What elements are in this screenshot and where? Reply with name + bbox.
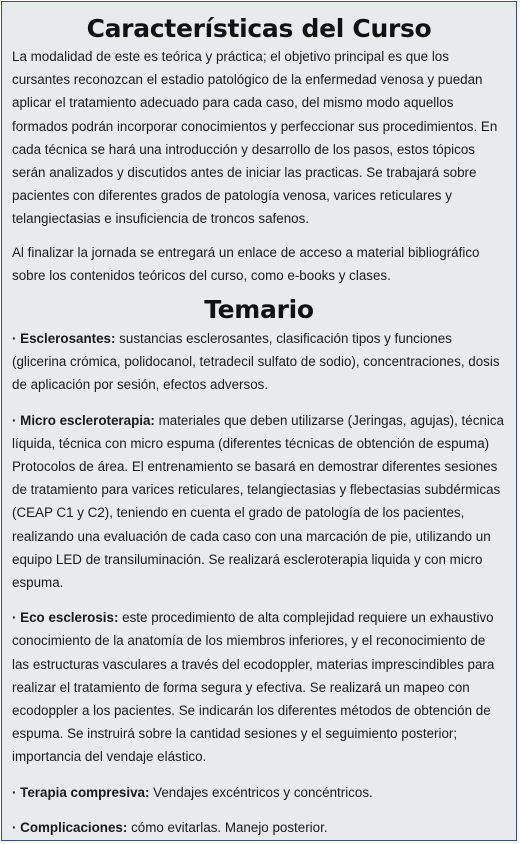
syllabus-item-eco-esclerosis <box>12 606 506 768</box>
syllabus-item-esclerosantes <box>12 327 506 397</box>
syllabus-item-text: materiales que deben utilizarse (Jeringas, agujas), técnica líquida, técnica con micro espuma (diferentes técnicas de obtención de espuma) Protocolos de área. El entrenamiento se basará en demostrar diferentes sesiones de tratamiento para varices reticulares, telangiectasias y flebectasias subdérmicas (CEAP C1 y C2), teniendo en cuenta el grado de patología de los pacientes, realizando una evaluación de cada caso con una marcación de pie, utilizando un equipo LED de transiluminación. Se realizará escleroterapia liquida y con micro espuma. <box>12 412 504 591</box>
syllabus-item-label: · Eco esclerosis: <box>12 610 119 626</box>
course-materials-paragraph: Al finalizar la jornada se entregará un enlace de acceso a material bibliográfico sobre los contenidos teóricos del curso, como e-books y clases. <box>12 244 480 283</box>
syllabus-item-micro-escleroterapia <box>12 409 506 595</box>
syllabus-item-text: Vendajes excéntricos y concéntricos. <box>149 784 373 800</box>
syllabus-item-label: · Complicaciones: <box>12 819 128 835</box>
course-description-paragraph: La modalidad de este es teórica y práctica; el objetivo principal es que los cursantes reconozcan el estadio patológico de la enfermedad venosa y puedan aplicar el tratamiento adecuado para cada caso, del mismo modo aquellos formados podrán incorporar conocimientos y perfeccionar sus procedimientos. En cada técnica se hará una introducción y desarrollo de los pasos, estos tópicos serán analizados y discutidos antes de iniciar las practicas. Se trabajará sobre pacientes con diferentes grados de patología venosa, varices reticulares y telangiectasias e insuficiencia de troncos safenos. <box>12 49 498 227</box>
syllabus-item-text: cómo evitarlas. Manejo posterior. <box>127 819 328 835</box>
course-features-title: Características del Curso <box>86 14 432 43</box>
syllabus-item-label: · Terapia compresiva: <box>12 784 150 800</box>
syllabus-item-text: sustancias esclerosantes, clasificación tipos y funciones (glicerina crómica, polidocanol, tetradecil sulfato de sodio), concentraciones, dosis de aplicación por sesión, efectos adversos. <box>12 331 500 393</box>
syllabus-item-label: · Esclerosantes: <box>12 331 116 347</box>
course-info-panel <box>1 1 517 841</box>
syllabus-title: Temario <box>204 295 314 325</box>
syllabus-item-text: este procedimiento de alta complejidad requiere un exhaustivo conocimiento de la anatomía de los miembros inferiores, y el reconocimiento de las estructuras vasculares a través del ecodoppler, materias imprescindibles para realizar el tratamiento de forma segura y efectiva. Se realizará un mapeo con ecodoppler a los pacientes. Se indicarán los diferentes métodos de obtención de espuma. Se instruirá sobre la cantidad sesiones y el seguimiento posterior; importancia del vendaje elástico. <box>12 610 495 765</box>
syllabus-item-label: · Micro escleroterapia: <box>12 412 155 428</box>
syllabus-item-terapia-compresiva <box>12 781 506 804</box>
syllabus-item-complicaciones <box>12 816 506 839</box>
